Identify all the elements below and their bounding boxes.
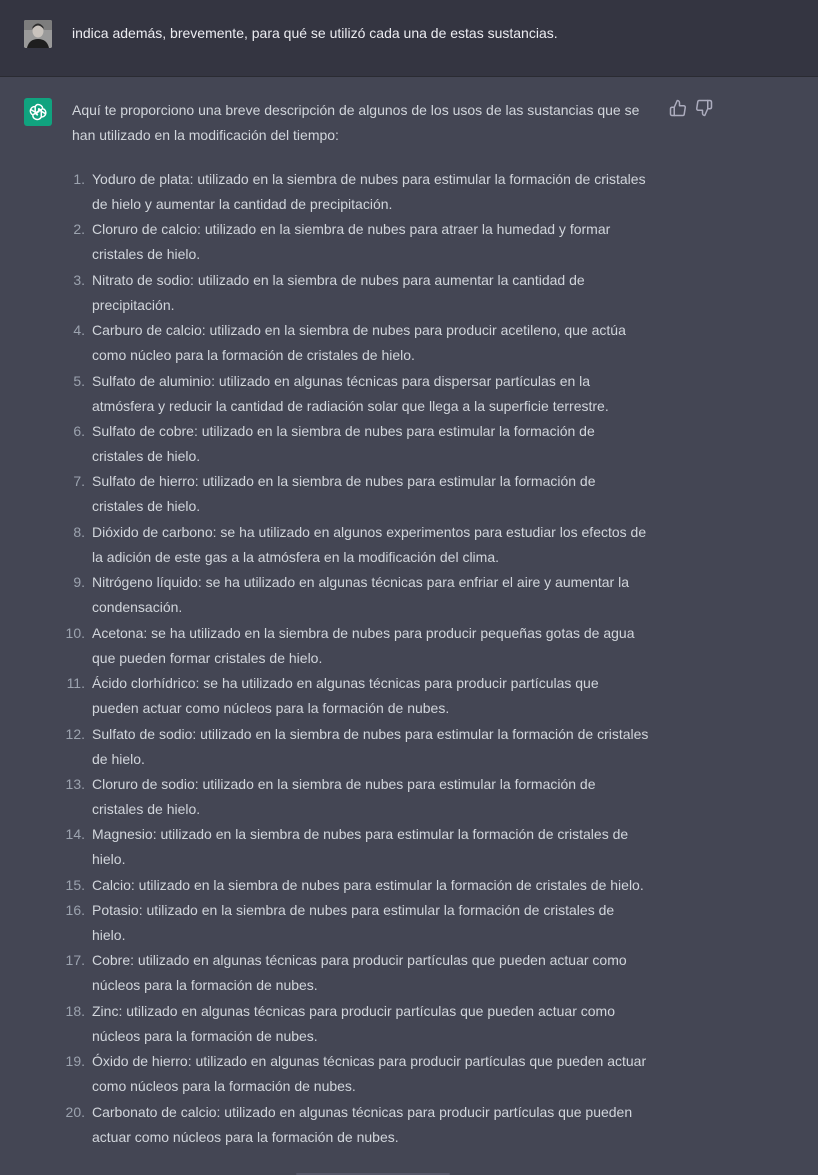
list-item-number: 5. xyxy=(73,373,85,389)
list-item-text-line2: atmósfera y reducir la cantidad de radiación solar que llega a la superficie terrestre. xyxy=(92,398,609,415)
list-item-text-line1: Cloruro de sodio: utilizado en la siembra de nubes para estimular la formación de xyxy=(92,776,596,792)
list-item-number: 2. xyxy=(73,221,85,237)
list-item-text-line1: Cloruro de calcio: utilizado en la siembra de nubes para atraer la humedad y formar xyxy=(92,221,611,237)
list-item-number: 6. xyxy=(73,423,85,439)
list-item-number: 20. xyxy=(65,1104,85,1120)
list-item-number: 7. xyxy=(73,473,85,489)
list-item-text-line1: Potasio: utilizado en la siembra de nubes para estimular la formación de cristales de xyxy=(92,902,615,918)
list-item-text-line2: cristales de hielo. xyxy=(92,246,201,263)
list-item-text-line2: precipitación. xyxy=(92,297,175,314)
list-item-text-line2: como núcleos para la formación de nubes. xyxy=(92,1078,356,1095)
user-message-text: indica además, brevemente, para qué se utilizó cada una de estas sustancias. xyxy=(72,25,558,41)
list-item-number: 17. xyxy=(65,952,85,968)
list-item-number: 16. xyxy=(65,902,85,918)
list-item-text-line1: Ácido clorhídrico: se ha utilizado en algunas técnicas para producir partículas que xyxy=(92,675,599,691)
list-item-number: 14. xyxy=(65,826,85,842)
list-item-text-line2: que pueden formar cristales de hielo. xyxy=(92,650,323,667)
assistant-message-row xyxy=(0,77,818,1175)
list-item-number: 13. xyxy=(65,776,85,792)
list-item-text-line1: Sulfato de hierro: utilizado en la siembra de nubes para estimular la formación de xyxy=(92,473,596,489)
list-item-number: 10. xyxy=(65,625,85,641)
list-item-text-line2: actuar como núcleos para la formación de nubes. xyxy=(92,1129,399,1146)
thumbs-up-icon[interactable] xyxy=(669,99,687,117)
list-item-text-line2: hielo. xyxy=(92,851,126,868)
list-item-text-line2: núcleos para la formación de nubes. xyxy=(92,1028,318,1045)
list-item-number: 19. xyxy=(65,1053,85,1069)
list-item-text-line2: hielo. xyxy=(92,927,126,944)
list-item-number: 3. xyxy=(73,272,85,288)
list-item-number: 8. xyxy=(73,524,85,540)
user-avatar xyxy=(24,20,52,48)
list-item-number: 4. xyxy=(73,322,85,338)
list-item-text-line2: la adición de este gas a la atmósfera en la modificación del clima. xyxy=(92,549,499,566)
list-item-number: 1. xyxy=(73,171,85,187)
list-item-text-line1: Calcio: utilizado en la siembra de nubes para estimular la formación de cristales de hielo. xyxy=(92,877,644,893)
list-item-text-line1: Sulfato de sodio: utilizado en la siembra de nubes para estimular la formación de cristales xyxy=(92,726,649,742)
list-item-text-line2: de hielo y aumentar la cantidad de precipitación. xyxy=(92,196,393,213)
list-item-text-line1: Magnesio: utilizado en la siembra de nubes para estimular la formación de cristales de xyxy=(92,826,629,842)
list-item-number: 11. xyxy=(66,675,85,691)
list-item-text-line1: Cobre: utilizado en algunas técnicas para producir partículas que pueden actuar como xyxy=(92,952,627,968)
list-item-text-line2: núcleos para la formación de nubes. xyxy=(92,977,318,994)
thumbs-down-icon[interactable] xyxy=(695,99,713,117)
list-item-text-line1: Zinc: utilizado en algunas técnicas para producir partículas que pueden actuar como xyxy=(92,1003,615,1019)
list-item-text-line1: Yoduro de plata: utilizado en la siembra de nubes para estimular la formación de cristales xyxy=(92,171,646,187)
list-item-text-line1: Sulfato de cobre: utilizado en la siembra de nubes para estimular la formación de xyxy=(92,423,595,439)
assistant-intro-text: Aquí te proporciono una breve descripción de algunos de los usos de las sustancias que se han utilizado en la modificación del tiempo: xyxy=(72,102,640,143)
list-item-number: 12. xyxy=(65,726,85,742)
list-item-text-line2: cristales de hielo. xyxy=(92,498,201,515)
list-item-number: 18. xyxy=(65,1003,85,1019)
list-item-text-line2: como núcleo para la formación de cristales de hielo. xyxy=(92,347,415,364)
list-item-text-line2: de hielo. xyxy=(92,751,145,768)
list-item-number: 9. xyxy=(73,574,85,590)
list-item-text-line2: cristales de hielo. xyxy=(92,801,201,818)
list-item-text-line1: Dióxido de carbono: se ha utilizado en algunos experimentos para estudiar los efectos de xyxy=(92,524,647,540)
list-item-text-line2: condensación. xyxy=(92,599,183,616)
list-item-text-line2: cristales de hielo. xyxy=(92,448,201,465)
user-message-row xyxy=(0,0,818,77)
list-item-text-line1: Nitrato de sodio: utilizado en la siembra de nubes para aumentar la cantidad de xyxy=(92,272,585,288)
list-item-text-line1: Sulfato de aluminio: utilizado en algunas técnicas para dispersar partículas en la xyxy=(92,373,591,389)
list-item-text-line1: Nitrógeno líquido: se ha utilizado en algunas técnicas para enfriar el aire y aumentar la xyxy=(92,574,629,590)
list-item-text-line1: Carburo de calcio: utilizado en la siembra de nubes para producir acetileno, que actúa xyxy=(92,322,626,338)
list-item-number: 15. xyxy=(65,877,85,893)
list-item-text-line1: Óxido de hierro: utilizado en algunas técnicas para producir partículas que pueden actuar xyxy=(92,1053,647,1069)
list-item-text-line2: pueden actuar como núcleos para la formación de nubes. xyxy=(92,700,450,717)
list-item-text-line1: Acetona: se ha utilizado en la siembra de nubes para producir pequeñas gotas de agua xyxy=(92,625,635,641)
openai-logo-icon xyxy=(24,98,52,126)
list-item-text-line1: Carbonato de calcio: utilizado en algunas técnicas para producir partículas que pueden xyxy=(92,1104,633,1120)
